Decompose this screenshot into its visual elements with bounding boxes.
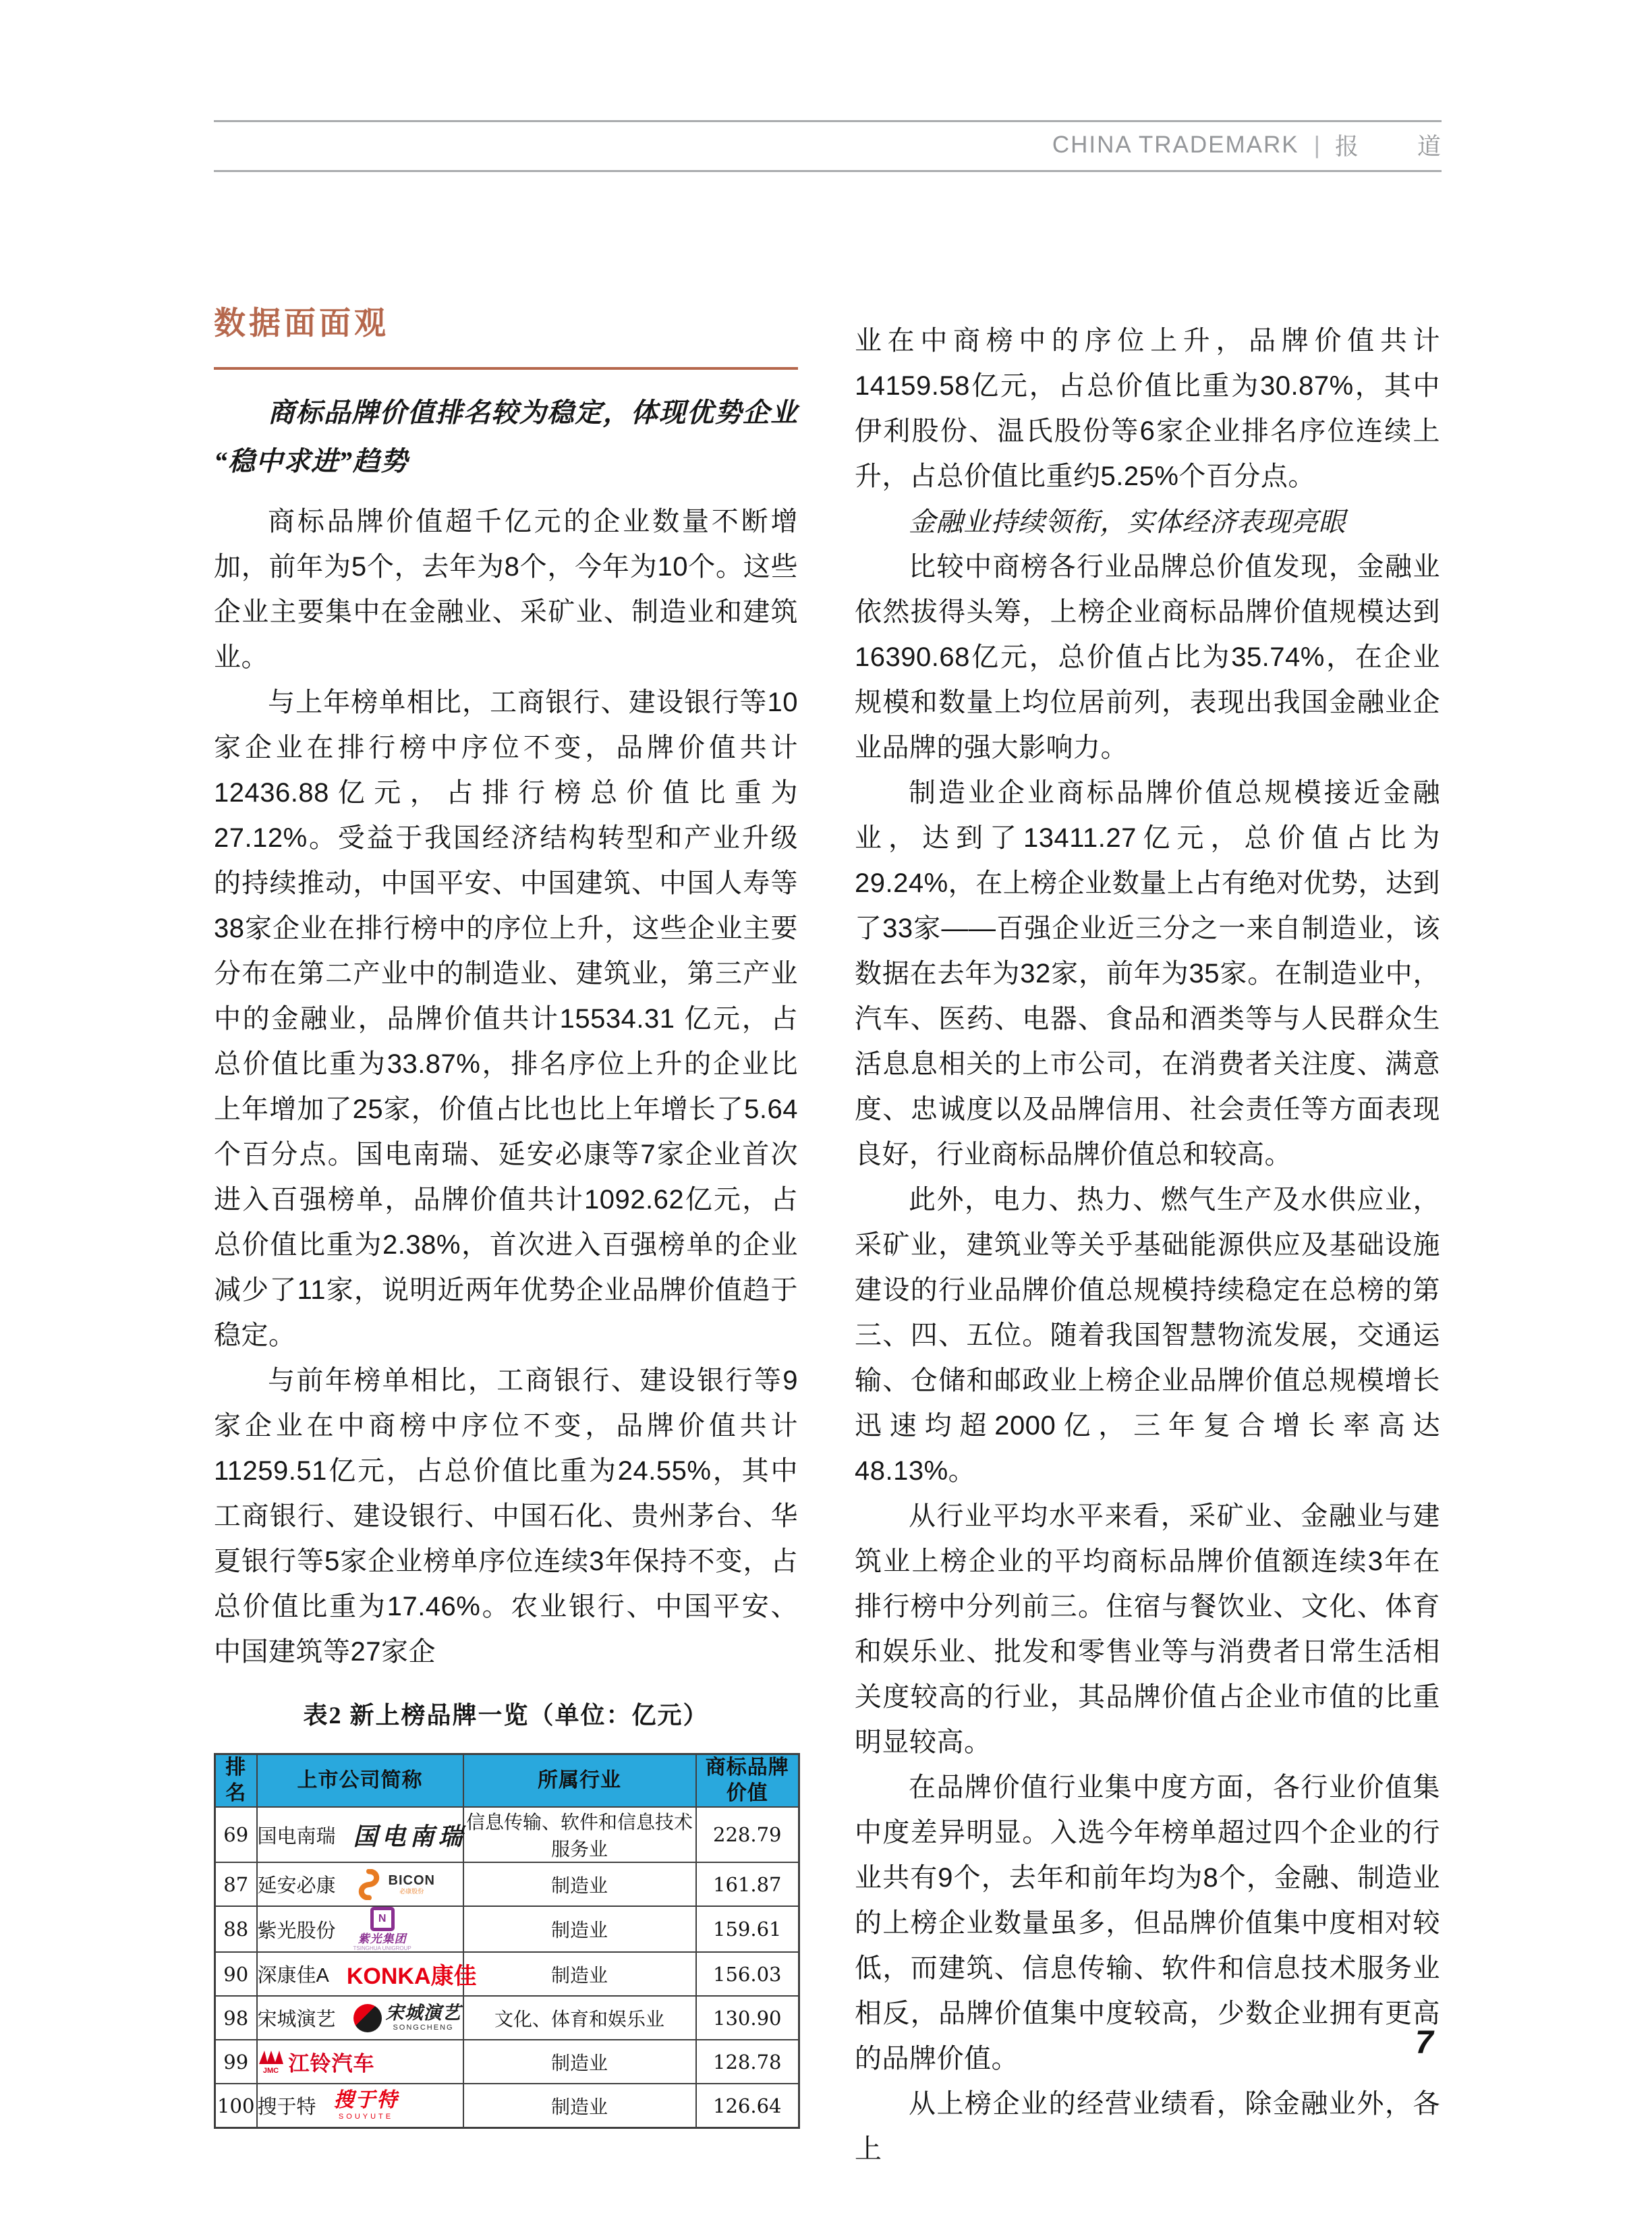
table-row xyxy=(215,1952,799,1996)
jmc-logo-subtext: JMC xyxy=(262,2067,279,2075)
bicon-logo-text: BICON xyxy=(388,1873,435,1888)
header-company: 上市公司简称 xyxy=(257,1754,463,1808)
industry-cell: 制造业 xyxy=(463,2040,696,2084)
masthead-rule-bottom xyxy=(214,170,1442,172)
rank-cell: 100 xyxy=(215,2084,257,2128)
industry-cell: 制造业 xyxy=(463,2084,696,2128)
rank-cell: 69 xyxy=(215,1807,257,1862)
header-industry: 所属行业 xyxy=(463,1754,696,1808)
value-cell: 159.61 xyxy=(696,1906,799,1952)
industry-cell: 文化、体育和娱乐业 xyxy=(463,1996,696,2040)
company-cell xyxy=(257,1996,463,2040)
section-title: 数据面面观 xyxy=(214,306,389,341)
value-cell: 130.90 xyxy=(696,1996,799,2040)
company-cell xyxy=(257,2084,463,2128)
section-title-rule xyxy=(214,367,798,370)
konka-logo-text: KONKA康佳 xyxy=(346,1964,477,1989)
company-name: 搜于特 xyxy=(257,2096,316,2118)
header-rank: 排名 xyxy=(215,1754,257,1808)
company-name: 宋城演艺 xyxy=(257,2009,336,2030)
company-name: 深康佳A xyxy=(257,1965,329,1986)
table-caption: 表2 新上榜品牌一览（单位：亿元） xyxy=(303,1702,709,1729)
industry-cell: 制造业 xyxy=(463,1906,696,1952)
rank-cell: 87 xyxy=(215,1862,257,1906)
subheading: 金融业持续领衔，实体经济表现亮眼 xyxy=(909,507,1346,537)
bicon-swirl-icon xyxy=(353,1869,384,1900)
paragraph: 与前年榜单相比，工商银行、建设银行等9家企业在中商榜中序位不变，品牌价值共计11259.51亿元，占总价值比重为24.55%，其中工商银行、建设银行、中国石化、贵州茅台、华夏银行等5家企业榜单序位连续3年保持不变，占总价值比重为17.46%。农业银行、中国平安、中国建筑等27家企 xyxy=(214,1366,798,1667)
unigroup-logo-subtext: TSINGHUA UNIGROUP xyxy=(353,1945,411,1951)
left-body-text xyxy=(214,499,798,1675)
masthead-rule-top xyxy=(214,120,1442,122)
paragraph: 从行业平均水平来看，采矿业、金融业与建筑业上榜企业的平均商标品牌价值额连续3年在排行榜中分列前三。住宿与餐饮业、文化、体育和娱乐业、批发和零售业等与消费者日常生活相关度较高的行业，其品牌价值占企业市值的比重明显较高。 xyxy=(855,1501,1440,1757)
new-brands-table xyxy=(214,1753,800,2129)
masthead-divider: | xyxy=(1313,131,1320,159)
paragraph: 与上年榜单相比，工商银行、建设银行等10家企业在排行榜中序位不变，品牌价值共计12436.88亿元，占排行榜总价值比重为27.12%。受益于我国经济结构转型和产业升级的持续推动，中国平安、中国建筑、中国人寿等38家企业在排行榜中的序位上升，这些企业主要分布在第二产业中的制造业、建筑业，第三产业中的金融业，品牌价值共计15534.31 亿元，占总价值比重为33.87%，排名序位上升的企业比上年增加了25家，价值占比也比上年增长了5.64个百分点。国电南瑞、延安必康等7家企业首次进入百强榜单，品牌价值共计1092.62亿元，占总价值比重为2.38%，首次进入百强榜单的企业减少了11家，说明近两年优势企业品牌价值趋于稳定。 xyxy=(214,688,798,1350)
value-cell: 128.78 xyxy=(696,2040,799,2084)
masthead xyxy=(1052,128,1458,162)
industry-cell: 制造业 xyxy=(463,1952,696,1996)
company-cell xyxy=(257,1862,463,1906)
rank-cell: 99 xyxy=(215,2040,257,2084)
company-cell xyxy=(257,1807,467,1862)
paragraph: 此外，电力、热力、燃气生产及水供应业，采矿业，建筑业等关乎基础能源供应及基础设施建设的行业品牌价值总规模持续稳定在总榜的第三、四、五位。随着我国智慧物流发展，交通运输、仓储和邮政业上榜企业品牌价值总规模增长迅速均超2000亿，三年复合增长率高达48.13%。 xyxy=(855,1185,1440,1486)
paragraph: 从上榜企业的经营业绩看，除金融业外，各上 xyxy=(855,2089,1440,2164)
unigroup-square-icon: N xyxy=(370,1907,395,1931)
table-row xyxy=(215,1862,799,1906)
table-row xyxy=(215,2084,799,2128)
songcheng-logo-subtext: SONGCHENG xyxy=(393,2024,454,2032)
paragraph: 制造业企业商标品牌价值总规模接近金融业，达到了13411.27亿元，总价值占比为29.24%，在上榜企业数量上占有绝对优势，达到了33家——百强企业近三分之一来自制造业，该数据在去年为32家，前年为35家。在制造业中，汽车、医药、电器、食品和酒类等与人民群众生活息息相关的上市公司，在消费者关注度、满意度、忠诚度以及品牌信用、社会责任等方面表现良好，行业商标品牌价值总和较高。 xyxy=(855,778,1440,1169)
paragraph: 商标品牌价值超千亿元的企业数量不断增加，前年为5个，去年为8个，今年为10个。这些企业主要集中在金融业、采矿业、制造业和建筑业。 xyxy=(214,507,798,672)
paragraph: 比较中商榜各行业品牌总价值发现，金融业依然拔得头筹，上榜企业商标品牌价值规模达到16390.68亿元，总价值占比为35.74%，在企业规模和数量上均位居前列，表现出我国金融业企业品牌的强大影响力。 xyxy=(855,552,1440,762)
industry-cell: 信息传输、软件和信息技术服务业 xyxy=(463,1807,696,1862)
company-cell xyxy=(257,1952,477,1996)
paragraph: 在品牌价值行业集中度方面，各行业价值集中度差异明显。入选今年榜单超过四个企业的行业共有9个，去年和前年均为8个，金融、制造业的上榜企业数量虽多，但品牌价值集中度相对较低，而建筑、信息传输、软件和信息技术服务业相反，品牌价值集中度较高，少数企业拥有更高的品牌价值。 xyxy=(855,1773,1440,2074)
header-value: 商标品牌价值 xyxy=(696,1754,799,1808)
company-name: 紫光股份 xyxy=(257,1920,336,1942)
jmc-icon xyxy=(258,2049,285,2066)
company-name: 延安必康 xyxy=(257,1875,336,1897)
table-row xyxy=(215,2040,799,2084)
company-name: 国电南瑞 xyxy=(257,1825,336,1847)
company-cell xyxy=(257,2040,463,2084)
table-row xyxy=(215,1996,799,2040)
table-row xyxy=(215,1807,799,1862)
table-header-row xyxy=(215,1754,799,1808)
guodian-nari-logo: 国电南瑞 xyxy=(353,1822,467,1850)
songcheng-logo-text: 宋城演艺 xyxy=(385,2003,461,2023)
lede-paragraph: 商标品牌价值排名较为稳定，体现优势企业“稳中求进”趋势 xyxy=(214,397,798,476)
industry-cell: 制造业 xyxy=(463,1862,696,1906)
bicon-logo-subtext: 必康股份 xyxy=(399,1888,424,1895)
rank-cell: 88 xyxy=(215,1906,257,1952)
value-cell: 126.64 xyxy=(696,2084,799,2128)
page-number: 7 xyxy=(1415,2025,1433,2061)
right-column xyxy=(855,318,1440,2172)
continuation-paragraph: 业在中商榜中的序位上升，品牌价值共计14159.58亿元，占总价值比重为30.87%，其中伊利股份、温氏股份等6家企业排名序位连续上升，占总价值比重约5.25%个百分点。 xyxy=(855,326,1440,491)
value-cell: 156.03 xyxy=(696,1952,799,1996)
table-row xyxy=(215,1906,799,1952)
company-cell xyxy=(257,1906,463,1952)
unigroup-logo-text: 紫光集团 xyxy=(358,1932,407,1945)
masthead-section: 报 道 xyxy=(1334,134,1458,160)
masthead-brand: CHINA TRADEMARK xyxy=(1052,132,1299,158)
souyute-logo-text: 搜于特 xyxy=(333,2089,399,2111)
rank-cell: 90 xyxy=(215,1952,257,1996)
jmc-logo-text: 江铃汽车 xyxy=(288,2052,375,2076)
souyute-logo-subtext: SOUYUTE xyxy=(338,2113,394,2121)
songcheng-circle-icon xyxy=(353,2004,382,2032)
rank-cell: 98 xyxy=(215,1996,257,2040)
value-cell: 161.87 xyxy=(696,1862,799,1906)
value-cell: 228.79 xyxy=(696,1807,799,1862)
left-column xyxy=(214,305,798,2129)
